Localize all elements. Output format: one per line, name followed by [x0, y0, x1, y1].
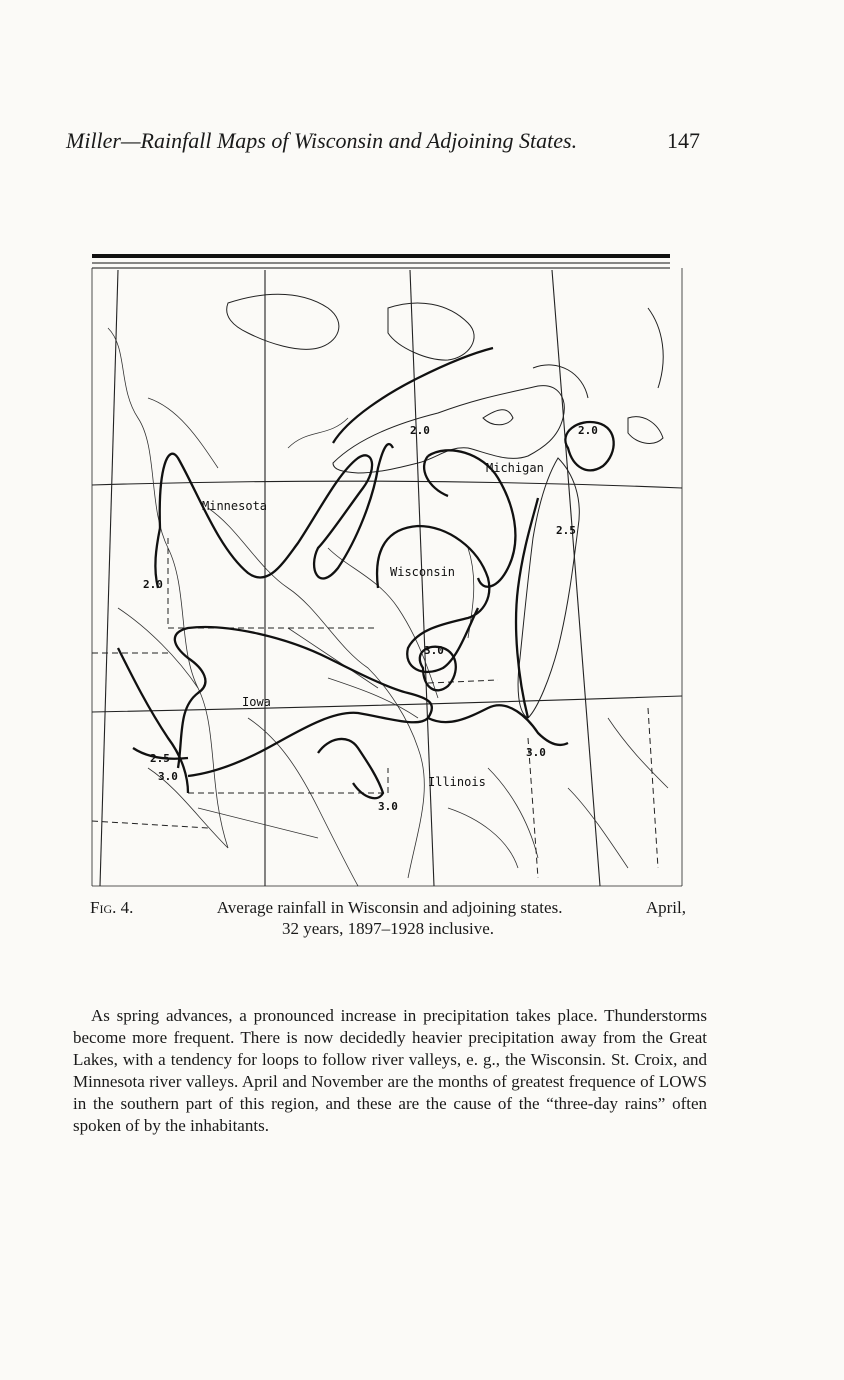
isohyet-label: 2.0 — [143, 578, 163, 591]
rainfall-map — [88, 248, 688, 890]
isohyet-label: 3.0 — [424, 644, 444, 657]
caption-line-1: Average rainfall in Wisconsin and adjoining states. — [216, 898, 563, 917]
body-paragraph: As spring advances, a pronounced increase in precipitation takes place. Thunderstorms become more frequent. There is now decidedly heavier precipitation away from the Great Lakes, with a tendency for loops to follow river valleys, e. g., the Wisconsin. St. Croix, and Minnesota river valleys. April and November are the months of greatest frequence of LOWS in the southern part of this region, and these are the cause of the “three-day rains” often spoken of by the inhabitants. — [73, 1006, 707, 1135]
running-head-title: Miller—Rainfall Maps of Wisconsin and Adjoining States. — [66, 128, 578, 153]
coastlines — [227, 294, 664, 718]
meridians — [100, 270, 600, 886]
isohyet-label: 3.0 — [378, 800, 398, 813]
caption-line-2: 32 years, 1897–1928 inclusive. — [282, 919, 494, 938]
caption-line-1-end: April, — [645, 898, 686, 917]
isohyet-label: 2.5 — [150, 752, 170, 765]
map-top-border — [92, 254, 670, 258]
isohyet-label: 2.0 — [578, 424, 598, 437]
figure-label: Fig. 4. — [90, 898, 134, 917]
state-boundaries — [92, 538, 658, 878]
isohyet-label: 2.5 — [556, 524, 576, 537]
page-number: 147 — [667, 128, 700, 153]
isohyet-label: 3.0 — [526, 746, 546, 759]
figure-caption — [90, 897, 686, 939]
label-iowa: Iowa — [242, 695, 271, 709]
running-head — [66, 126, 706, 156]
label-michigan: Michigan — [486, 461, 544, 475]
label-minnesota: Minnesota — [202, 499, 268, 513]
label-illinois: Illinois — [428, 775, 486, 789]
isohyet-label: 3.0 — [158, 770, 178, 783]
isohyets — [118, 348, 614, 798]
rainfall-map-figure — [88, 248, 688, 890]
isohyet-label: 2.0 — [410, 424, 430, 437]
label-wisconsin: Wisconsin — [390, 565, 456, 579]
